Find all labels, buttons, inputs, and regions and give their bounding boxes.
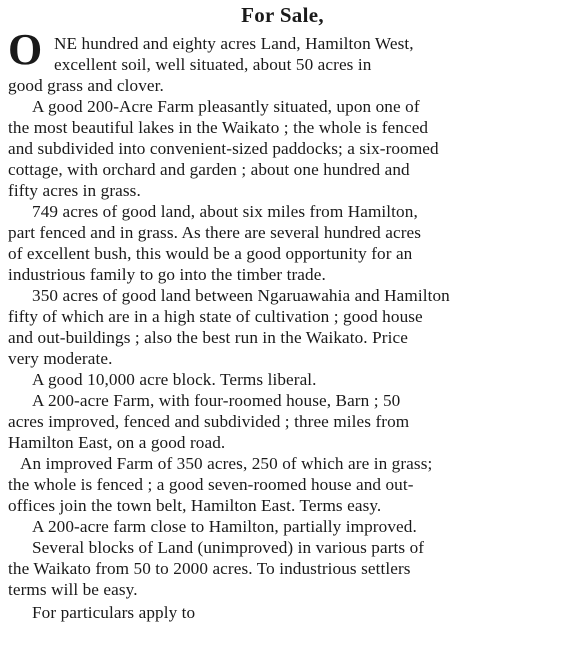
text-line: fifty acres in grass.	[8, 181, 141, 200]
text-line: A good 200-Acre Farm pleasantly situated, upon one of	[32, 97, 420, 116]
text-line: the most beautiful lakes in the Waikato ; the whole is fenced	[8, 118, 429, 137]
text-line: Hamilton East, on a good road.	[8, 433, 226, 452]
text-line: offices join the town belt, Hamilton East. Terms easy.	[8, 496, 382, 515]
text-line: 749 acres of good land, about six miles from Hamilton,	[32, 202, 418, 221]
text-line: An improved Farm of 350 acres, 250 of which are in grass;	[20, 454, 433, 473]
text-line: and subdivided into convenient-sized paddocks; a six-roomed	[8, 139, 439, 158]
text-line: the Waikato from 50 to 2000 acres. To industrious settlers	[8, 559, 411, 578]
text-line: very moderate.	[8, 349, 113, 368]
text-line: of excellent bush, this would be a good opportunity for an	[8, 244, 413, 263]
advertisement-title: For Sale,	[241, 3, 324, 27]
text-line: acres improved, fenced and subdivided ; three miles from	[8, 412, 410, 431]
text-line: NE hundred and eighty acres Land, Hamilton West,	[54, 34, 414, 53]
text-line: fifty of which are in a high state of cultivation ; good house	[8, 307, 423, 326]
drop-cap: O	[8, 25, 43, 74]
text-line: For particulars apply to	[32, 603, 196, 622]
text-line: excellent soil, well situated, about 50 acres in	[54, 55, 372, 74]
text-line: industrious family to go into the timber trade.	[8, 265, 326, 284]
text-line: the whole is fenced ; a good seven-roomed house and out-	[8, 475, 414, 494]
text-line: and out-buildings ; also the best run in the Waikato. Price	[8, 328, 408, 347]
text-line: Several blocks of Land (unimproved) in various parts of	[32, 538, 425, 557]
text-line: part fenced and in grass. As there are several hundred acres	[8, 223, 422, 242]
text-line: cottage, with orchard and garden ; about one hundred and	[8, 160, 410, 179]
text-line: A 200-acre Farm, with four-roomed house, Barn ; 50	[32, 391, 401, 410]
text-line: A 200-acre farm close to Hamilton, partially improved.	[32, 517, 417, 536]
text-line: A good 10,000 acre block. Terms liberal.	[32, 370, 317, 389]
text-line: good grass and clover.	[8, 76, 164, 95]
text-line: terms will be easy.	[8, 580, 138, 599]
text-line: 350 acres of good land between Ngaruawahia and Hamilton	[32, 286, 450, 305]
